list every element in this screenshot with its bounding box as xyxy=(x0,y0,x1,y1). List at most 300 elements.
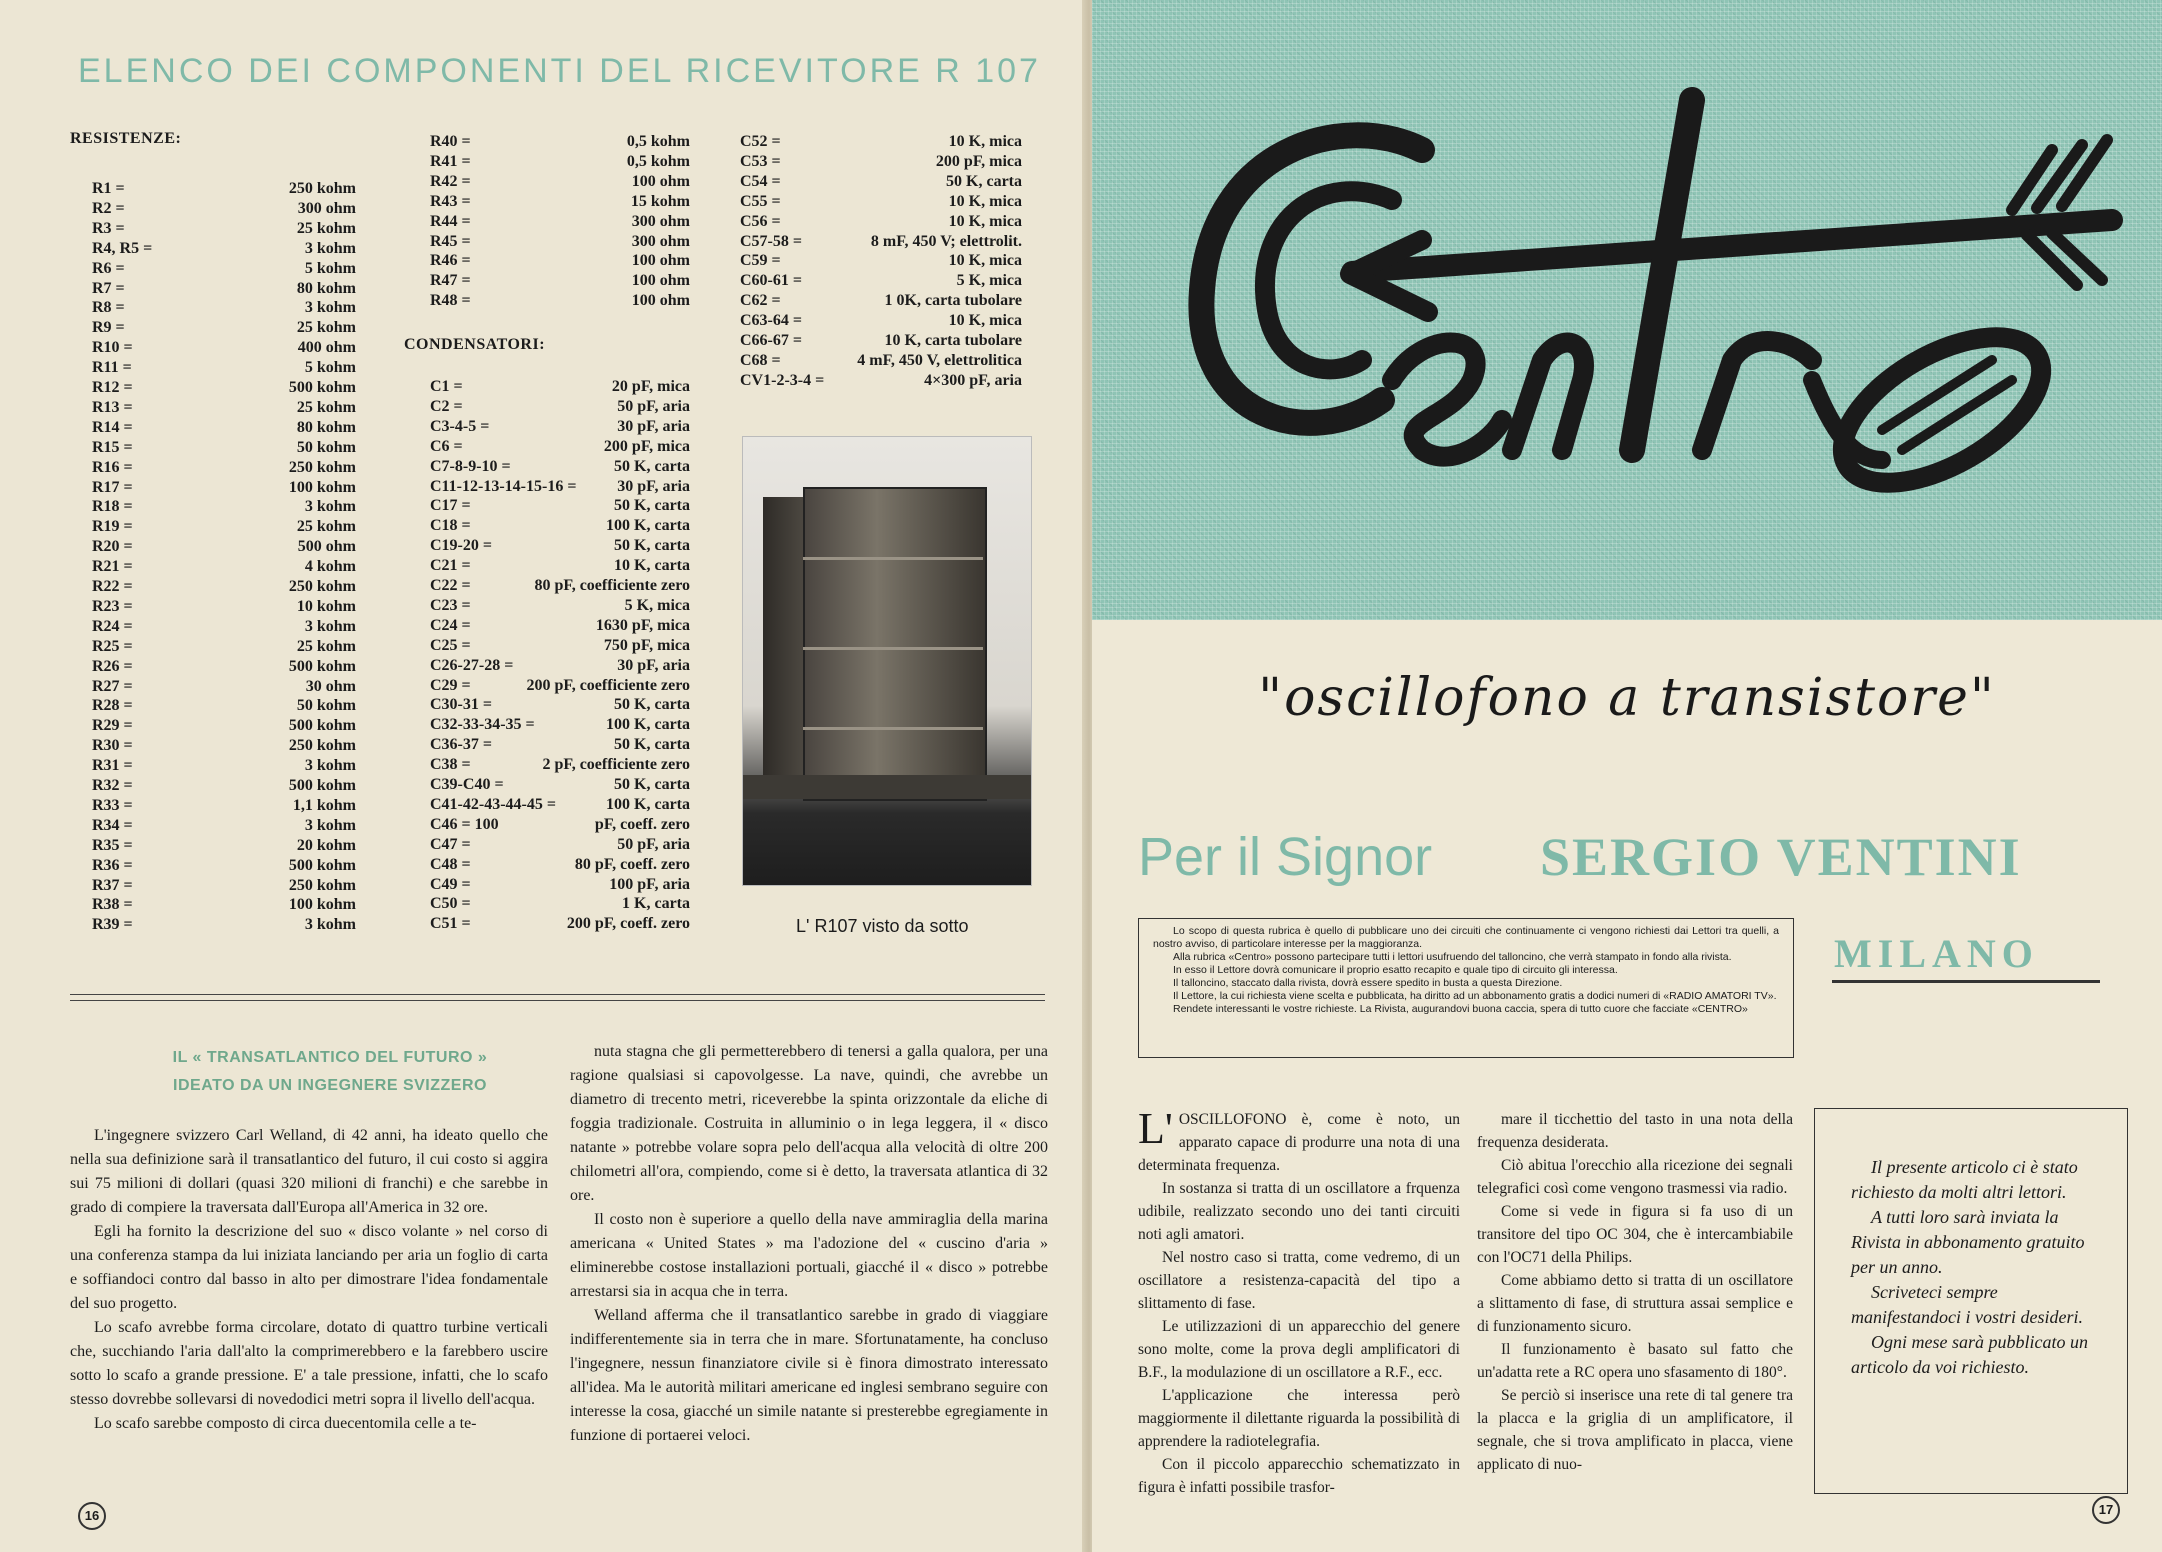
component-designator: C68 = xyxy=(740,351,781,369)
rubric-notice-box xyxy=(1138,918,1794,1058)
component-designator: C59 = xyxy=(740,252,781,270)
right-page xyxy=(1092,0,2162,1552)
component-value: 4×300 pF, aria xyxy=(924,371,1022,389)
component-value: 10 K, mica xyxy=(948,312,1022,330)
component-value: 50 K, carta xyxy=(946,172,1022,190)
article-title-line-1: IL « TRANSATLANTICO DEL FUTURO » xyxy=(172,1049,488,1066)
component-row xyxy=(92,518,356,538)
component-designator: R22 = xyxy=(92,578,133,595)
component-row xyxy=(430,836,690,856)
component-value: 10 K, mica xyxy=(948,252,1022,270)
article-paragraph: Lo scafo sarebbe composto di circa duecentomila celle a te- xyxy=(94,1415,477,1432)
component-value: 1 0K, carta tubolare xyxy=(884,292,1022,310)
component-designator: R30 = xyxy=(92,737,133,755)
component-designator: R19 = xyxy=(92,518,133,536)
component-value: 30 pF, aria xyxy=(617,656,690,674)
component-value: 3 kohm xyxy=(304,816,356,834)
article-paragraph: Come si vede in figura si fa uso di un transitore del tipo OC 304, che è intercambiabile con l'OC71 della Philips. xyxy=(1477,1203,1793,1266)
component-designator: C55 = xyxy=(740,192,781,210)
component-value: 50 pF, aria xyxy=(617,835,690,853)
component-value: 25 kohm xyxy=(296,637,356,655)
component-row xyxy=(430,497,690,517)
component-list-title: ELENCO DEI COMPONENTI DEL RICEVITORE R 107 xyxy=(78,52,1041,90)
component-value: 200 pF, coefficiente zero xyxy=(526,676,690,694)
component-row xyxy=(92,678,356,698)
component-designator: R31 = xyxy=(92,757,133,775)
component-designator: R7 = xyxy=(92,279,125,297)
component-designator: R39 = xyxy=(92,916,133,934)
notice-paragraph: In esso il Lettore dovrà comunicare il proprio esatto recapito e quale tipo di circuito gli interessa. xyxy=(1173,964,1618,976)
component-row xyxy=(430,577,690,597)
component-designator: R16 = xyxy=(92,458,133,476)
component-value: 250 kohm xyxy=(288,180,356,197)
component-value: 0,5 kohm xyxy=(626,133,690,150)
component-designator: R10 = xyxy=(92,339,133,357)
component-value: 10 K, carta xyxy=(614,557,690,575)
component-designator: C60-61 = xyxy=(740,272,802,290)
component-value: 250 kohm xyxy=(288,578,356,595)
component-value: 500 kohm xyxy=(288,717,356,735)
component-designator: C50 = xyxy=(430,895,471,913)
component-value: 50 K, carta xyxy=(614,776,690,793)
component-row xyxy=(740,332,1022,352)
component-value: 200 pF, coeff. zero xyxy=(566,915,690,933)
component-value: 8 mF, 450 V; elettrolit. xyxy=(870,232,1022,250)
article-paragraph: Welland afferma che il transatlantico sarebbe in grado di viaggiare indifferentemente sia in terra che in mare. Sfortunatamente, ha concluso l'ingegnere, nessun finanziatore civile si è finora dimostrato interessato all'idea. Ma le autorità militari americane ed inglesi sembrano seguire con interesse la cosa, giacché un simile natante si presterebbe egregiamente in funzione di portaerei veloci. xyxy=(570,1307,1048,1444)
component-designator: R21 = xyxy=(92,558,133,576)
component-designator: C56 = xyxy=(740,212,781,230)
component-row xyxy=(92,538,356,558)
component-designator: R11 = xyxy=(92,359,132,377)
component-value: 50 kohm xyxy=(296,697,356,715)
component-row xyxy=(430,292,690,312)
component-row xyxy=(430,597,690,617)
component-value: 50 K, carta xyxy=(614,736,690,754)
component-row xyxy=(92,339,356,359)
component-designator: R8 = xyxy=(92,299,125,317)
component-designator: R32 = xyxy=(92,777,133,794)
component-row xyxy=(92,638,356,658)
component-designator: R18 = xyxy=(92,498,133,516)
component-row xyxy=(430,915,690,935)
component-value: 3 kohm xyxy=(304,757,356,775)
component-value: 1630 pF, mica xyxy=(595,616,690,634)
component-value: 100 ohm xyxy=(631,292,690,310)
component-value: 100 ohm xyxy=(631,272,690,290)
component-row xyxy=(92,220,356,240)
component-designator: CV1-2-3-4 = xyxy=(740,371,825,389)
component-designator: R45 = xyxy=(430,232,471,250)
component-designator: C54 = xyxy=(740,172,781,190)
component-designator: C24 = xyxy=(430,616,471,634)
component-row xyxy=(92,319,356,339)
component-value: 200 pF, mica xyxy=(603,437,690,455)
note-paragraph: Ogni mese sarà pubblicato un articolo da voi richiesto. xyxy=(1851,1332,2088,1377)
component-row xyxy=(430,173,690,193)
component-designator: C2 = xyxy=(430,397,463,415)
component-row xyxy=(92,558,356,578)
component-designator: C29 = xyxy=(430,676,471,694)
article-column-1 xyxy=(70,1124,548,1436)
component-row xyxy=(92,697,356,717)
component-value: 200 pF, mica xyxy=(935,152,1022,170)
component-row xyxy=(92,857,356,877)
component-designator: R33 = xyxy=(92,796,133,814)
component-designator: R23 = xyxy=(92,597,133,615)
component-designator: R2 = xyxy=(92,199,125,217)
component-designator: C21 = xyxy=(430,557,471,575)
component-designator: C49 = xyxy=(430,875,471,893)
component-row xyxy=(740,312,1022,332)
component-designator: C39-C40 = xyxy=(430,776,504,793)
component-value: 30 pF, aria xyxy=(617,417,690,435)
component-row xyxy=(92,578,356,598)
article-paragraph: Con il piccolo apparecchio schematizzato in figura è infatti possibile trasfor- xyxy=(1138,1456,1460,1496)
component-designator: C1 = xyxy=(430,378,463,395)
component-value: 300 ohm xyxy=(631,212,690,230)
component-designator: R28 = xyxy=(92,697,133,715)
article-paragraph: In sostanza si tratta di un oscillatore a frquenza udibile, realizzato secondo uno dei tanti circuiti noti agli amatori. xyxy=(1138,1180,1460,1243)
component-row xyxy=(92,299,356,319)
component-designator: R41 = xyxy=(430,152,471,170)
component-value: 4 kohm xyxy=(304,558,356,576)
component-row xyxy=(430,756,690,776)
component-row xyxy=(92,200,356,220)
component-row xyxy=(430,796,690,816)
component-row xyxy=(430,378,690,398)
component-row xyxy=(430,537,690,557)
component-designator: R4, R5 = xyxy=(92,239,153,257)
component-designator: R47 = xyxy=(430,272,471,290)
component-row xyxy=(740,233,1022,253)
component-row xyxy=(430,677,690,697)
component-value: 25 kohm xyxy=(296,219,356,237)
component-row xyxy=(430,478,690,498)
page-number: 16 xyxy=(78,1502,106,1530)
component-value: 20 pF, mica xyxy=(611,378,690,395)
component-designator: R27 = xyxy=(92,677,133,695)
component-designator: R37 = xyxy=(92,876,133,894)
component-value: 10 K, mica xyxy=(948,212,1022,230)
component-value: 10 K, carta tubolare xyxy=(884,332,1022,349)
component-designator: C11-12-13-14-15-16 = xyxy=(430,477,577,495)
component-designator: C66-67 = xyxy=(740,332,802,349)
component-row xyxy=(740,153,1022,173)
component-row xyxy=(430,133,690,153)
article-paragraph: Il costo non è superiore a quello della nave ammiraglia della marina americana « United States » ma l'adozione del « cuscino d'aria » eliminerebbe costose installazioni portuali, giacché il « disco » potrebbe arrestarsi sia in acqua che in terra. xyxy=(570,1211,1048,1300)
component-row xyxy=(92,737,356,757)
component-value: 50 K, carta xyxy=(614,537,690,555)
resistenze-heading: RESISTENZE: xyxy=(70,130,182,147)
component-designator: C51 = xyxy=(430,915,471,933)
component-row xyxy=(430,252,690,272)
divider-rule xyxy=(70,994,1045,995)
component-value: 25 kohm xyxy=(296,319,356,337)
component-value: 100 K, carta xyxy=(606,795,690,813)
component-row xyxy=(92,817,356,837)
component-value: 15 kohm xyxy=(630,192,690,210)
component-row xyxy=(430,637,690,657)
component-designator: C22 = xyxy=(430,577,471,594)
component-row xyxy=(430,617,690,637)
component-designator: C62 = xyxy=(740,292,781,310)
article-column-1 xyxy=(1138,1104,1460,1499)
component-row xyxy=(430,696,690,716)
component-designator: C41-42-43-44-45 = xyxy=(430,795,556,813)
component-row xyxy=(92,399,356,419)
article-paragraph: Ciò abitua l'orecchio alla ricezione dei segnali telegrafici così come vengono trasmessi via radio. xyxy=(1477,1157,1793,1197)
notice-paragraph: Rendete interessanti le vostre richieste. La Rivista, augurandovi buona caccia, spera di tutto cuore che facciate «CENTRO» xyxy=(1173,1003,1748,1015)
component-value: 50 kohm xyxy=(296,438,356,456)
component-row xyxy=(92,896,356,916)
component-value: 50 K, carta xyxy=(614,696,690,714)
component-row xyxy=(430,776,690,796)
component-designator: R42 = xyxy=(430,172,471,190)
component-designator: R46 = xyxy=(430,252,471,270)
component-value: 3 kohm xyxy=(304,498,356,516)
component-designator: R35 = xyxy=(92,836,133,854)
component-designator: C53 = xyxy=(740,152,781,170)
note-paragraph: A tutti loro sarà inviata la Rivista in abbonamento gratuito per un anno. xyxy=(1851,1207,2085,1277)
component-row xyxy=(92,757,356,777)
component-row xyxy=(740,133,1022,153)
component-value: pF, coeff. zero xyxy=(594,815,690,833)
component-value: 4 mF, 450 V, elettrolitica xyxy=(857,351,1022,369)
component-value: 100 kohm xyxy=(288,896,356,914)
component-value: 0,5 kohm xyxy=(626,152,690,170)
component-value: 5 kohm xyxy=(304,259,356,277)
component-designator: C36-37 = xyxy=(430,736,492,754)
dropcap: L' xyxy=(1138,1104,1173,1153)
component-value: 100 K, carta xyxy=(606,517,690,535)
centro-banner xyxy=(1092,0,2162,620)
divider-rule xyxy=(70,1000,1045,1001)
notice-paragraph: Il Lettore, la cui richiesta viene scelta e pubblicata, ha diritto ad un abbonamento gratis a dodici numeri di «RADIO AMATORI TV». xyxy=(1173,990,1777,1002)
component-designator: R48 = xyxy=(430,292,471,310)
photo-caption: L' R107 visto da sotto xyxy=(796,916,969,936)
note-paragraph: Il presente articolo ci è stato richiesto da molti altri lettori. xyxy=(1851,1157,2078,1202)
component-value: 100 pF, aria xyxy=(609,875,690,893)
component-designator: R44 = xyxy=(430,212,471,230)
component-value: 3 kohm xyxy=(304,617,356,635)
article-subtitle: "oscillofono a transistore" xyxy=(1258,668,1996,728)
component-designator: R20 = xyxy=(92,538,133,556)
component-value: 500 kohm xyxy=(288,856,356,874)
component-designator: R26 = xyxy=(92,657,133,675)
component-row xyxy=(430,272,690,292)
component-value: 250 kohm xyxy=(288,876,356,894)
note-paragraph: Scriveteci sempre manifestandoci i vostri desideri. xyxy=(1851,1282,2083,1327)
component-row xyxy=(740,193,1022,213)
component-designator: C63-64 = xyxy=(740,312,802,330)
component-designator: C32-33-34-35 = xyxy=(430,716,535,734)
centro-logo-text: Centro xyxy=(1092,0,1095,1)
component-value: 500 kohm xyxy=(288,657,356,675)
component-value: 30 ohm xyxy=(305,677,356,695)
component-row xyxy=(92,498,356,518)
component-value: 100 ohm xyxy=(631,252,690,270)
component-designator: R1 = xyxy=(92,180,125,197)
centro-logo xyxy=(1092,0,2162,620)
component-value: 100 kohm xyxy=(288,478,356,496)
component-designator: C7-8-9-10 = xyxy=(430,457,511,475)
component-row xyxy=(92,359,356,379)
component-value: 1,1 kohm xyxy=(292,796,356,814)
component-designator: C17 = xyxy=(430,497,471,515)
component-row xyxy=(430,213,690,233)
component-row xyxy=(92,280,356,300)
component-value: 1 K, carta xyxy=(622,895,690,913)
component-row xyxy=(92,598,356,618)
component-row xyxy=(430,716,690,736)
article-paragraph: L'ingegnere svizzero Carl Welland, di 42 anni, ha ideato quello che nella sua definizione sarà il transatlantico del futuro, il cui costo si aggira sui 75 milioni di dollari (quasi 320 milioni di franchi) e che sarebbe in grado di compiere la traversata dall'Europa all'America in 32 ore. xyxy=(70,1127,548,1216)
component-value: 3 kohm xyxy=(304,916,356,934)
article-column-2 xyxy=(1477,1108,1793,1476)
component-designator: R13 = xyxy=(92,398,133,416)
component-value: 750 pF, mica xyxy=(603,636,690,654)
dedication-city: MILANO xyxy=(1834,931,2039,976)
city-underline xyxy=(1832,980,2100,983)
component-value: 20 kohm xyxy=(296,836,356,854)
article-title-line-2: IDEATO DA UN INGEGNERE SVIZZERO xyxy=(173,1077,487,1094)
component-designator: C48 = xyxy=(430,855,471,873)
component-row xyxy=(92,379,356,399)
component-row xyxy=(92,916,356,936)
component-designator: C38 = xyxy=(430,756,471,774)
component-value: 80 kohm xyxy=(296,279,356,297)
component-value: 50 K, carta xyxy=(614,497,690,515)
component-value: 3 kohm xyxy=(304,299,356,317)
component-row xyxy=(740,292,1022,312)
component-row xyxy=(430,398,690,418)
component-row xyxy=(92,877,356,897)
component-value: 80 kohm xyxy=(296,418,356,436)
component-row xyxy=(430,895,690,915)
component-designator: C47 = xyxy=(430,835,471,853)
component-value: 5 kohm xyxy=(304,359,356,377)
component-row xyxy=(430,438,690,458)
component-designator: C26-27-28 = xyxy=(430,656,514,674)
component-row xyxy=(740,252,1022,272)
article-paragraph: mare il ticchettio del tasto in una nota della frequenza desiderata. xyxy=(1477,1111,1793,1151)
notice-paragraph: Il talloncino, staccato dalla rivista, dovrà essere spedito in busta a questa Direzione. xyxy=(1173,977,1563,989)
component-row xyxy=(740,213,1022,233)
dedication-name: SERGIO VENTINI xyxy=(1540,827,2022,887)
component-designator: C18 = xyxy=(430,517,471,535)
component-row xyxy=(430,193,690,213)
component-row xyxy=(430,517,690,537)
component-row xyxy=(740,352,1022,372)
component-row xyxy=(430,856,690,876)
page-number: 17 xyxy=(2092,1496,2120,1524)
component-designator: R9 = xyxy=(92,319,125,337)
component-designator: R34 = xyxy=(92,816,133,834)
component-designator: R25 = xyxy=(92,637,133,655)
component-row xyxy=(92,419,356,439)
component-value: 100 K, carta xyxy=(606,716,690,734)
component-designator: R36 = xyxy=(92,856,133,874)
component-row xyxy=(430,657,690,677)
component-designator: R14 = xyxy=(92,418,133,436)
component-row xyxy=(92,240,356,260)
article-paragraph: Egli ha fornito la descrizione del suo « disco volante » nel corso di una conferenza stampa da lui iniziata lanciando per aria un foglio di carta e soffiandoci contro dal basso in alto per dimostrare l'idea fondamentale del suo progetto. xyxy=(70,1223,548,1312)
component-designator: R15 = xyxy=(92,438,133,456)
component-designator: R43 = xyxy=(430,192,471,210)
component-value: 10 kohm xyxy=(296,597,356,615)
component-value: 500 kohm xyxy=(288,777,356,794)
component-row xyxy=(430,816,690,836)
component-value: 3 kohm xyxy=(304,239,356,257)
component-row xyxy=(92,797,356,817)
article-paragraph: L'applicazione che interessa però maggiormente il dilettante riguarda la possibilità di apprendere la radiotelegrafia. xyxy=(1138,1387,1460,1450)
component-row xyxy=(92,459,356,479)
article-paragraph: OSCILLOFONO è, come è noto, un apparato capace di produrre una nota di una determinata frequenza. xyxy=(1138,1111,1460,1174)
component-row xyxy=(92,180,356,200)
component-row xyxy=(92,260,356,280)
component-designator: R12 = xyxy=(92,379,133,396)
component-designator: R17 = xyxy=(92,478,133,496)
component-value: 50 K, carta xyxy=(614,457,690,475)
notice-paragraph: Lo scopo di questa rubrica è quello di pubblicare uno dei circuiti che continuamente ci vengono richiesti dai Lettori tra quelli, a nostro avviso, di particolare interesse per la maggioranza. xyxy=(1153,925,1779,950)
article-paragraph: Il funzionamento è basato sul fatto che un'adatta rete a RC opera uno sfasamento di 180°. xyxy=(1477,1341,1793,1381)
component-value: 25 kohm xyxy=(296,398,356,416)
article-paragraph: nuta stagna che gli permetterebbero di tenersi a galla qualora, per una ragione qualsiasi si capovolgesse. La nave, quindi, che avrebbe un diametro di trecento metri, riceverebbe la spinta orizzontale da eliche di foggia tradizionale. Costruita in alluminio o in lega leggera, il « disco natante » potrebbe volare sopra pelo dell'acqua alla velocità di oltre 200 chilometri all'ora, compiendo, come si è detto, la traversata atlantica di 32 ore. xyxy=(570,1043,1048,1204)
component-value: 250 kohm xyxy=(288,737,356,755)
dedication-label: Per il Signor xyxy=(1138,827,1433,887)
component-designator: C3-4-5 = xyxy=(430,417,490,435)
condensatori-heading: CONDENSATORI: xyxy=(404,336,546,353)
component-row xyxy=(92,717,356,737)
component-designator: C23 = xyxy=(430,596,471,614)
component-designator: C19-20 = xyxy=(430,537,492,555)
component-designator: R29 = xyxy=(92,717,133,735)
article-paragraph: Lo scafo avrebbe forma circolare, dotato di quattro turbine verticali che, succhiando l'aria dall'alto la comprimerebbero e la farebbero uscire sotto lo scafo a grande pressione. E' a tale pressione, infatti, che lo scafo stesso dovrebbe sollevarsi di novedodici metri sopra il livello dell'acqua. xyxy=(70,1319,548,1408)
component-row xyxy=(430,418,690,438)
component-row xyxy=(430,233,690,253)
reader-note-box xyxy=(1814,1108,2128,1494)
component-value: 10 K, mica xyxy=(948,133,1022,150)
component-value: 2 pF, coefficiente zero xyxy=(542,756,690,774)
notice-paragraph: Alla rubrica «Centro» possono partecipare tutti i lettori usufruendo del talloncino, che verrà stampato in fondo alla rivista. xyxy=(1173,951,1732,963)
component-value: 5 K, mica xyxy=(956,272,1022,290)
component-designator: R38 = xyxy=(92,896,133,914)
component-row xyxy=(92,479,356,499)
component-row xyxy=(740,173,1022,193)
component-row xyxy=(92,439,356,459)
component-value: 500 ohm xyxy=(297,538,356,556)
component-value: 30 pF, aria xyxy=(617,477,690,495)
component-designator: R40 = xyxy=(430,133,471,150)
component-row xyxy=(740,372,1022,392)
component-value: 250 kohm xyxy=(288,458,356,476)
component-value: 25 kohm xyxy=(296,518,356,536)
component-row xyxy=(430,736,690,756)
component-designator: C6 = xyxy=(430,437,463,455)
component-designator: C25 = xyxy=(430,636,471,654)
component-row xyxy=(740,272,1022,292)
article-paragraph: Come abbiamo detto si tratta di un oscillatore a slittamento di fase, di struttura assai semplice e di funzionamento sicuro. xyxy=(1477,1272,1793,1335)
component-row xyxy=(92,618,356,638)
component-designator: C57-58 = xyxy=(740,232,802,250)
article-paragraph: Le utilizzazioni di un apparecchio del genere sono molte, come la prova degli amplificatori di B.F., la modulazione di un oscillatore a R.F., ecc. xyxy=(1138,1318,1460,1381)
component-designator: R3 = xyxy=(92,219,125,237)
component-designator: C46 = 100 xyxy=(430,815,499,833)
component-value: 300 ohm xyxy=(297,199,356,217)
component-designator: R24 = xyxy=(92,617,133,635)
component-row xyxy=(92,837,356,857)
component-value: 400 ohm xyxy=(297,339,356,357)
component-value: 300 ohm xyxy=(631,232,690,250)
